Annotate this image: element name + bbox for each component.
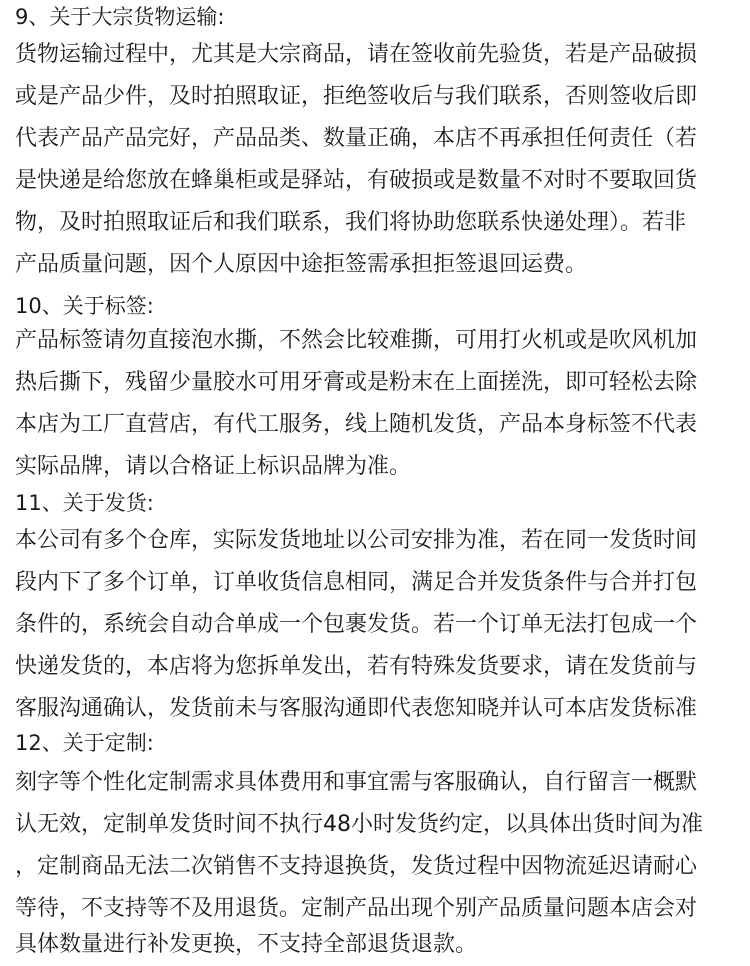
section-12-line-3: ，定制商品无法二次销售不支持退换货，发货过程中因物流延迟请耐心 xyxy=(15,854,698,879)
section-10-line-3: 本店为工厂直营店，有代工服务，线上随机发货，产品本身标签不代表 xyxy=(15,412,698,437)
section-11-line-2: 段内下了多个订单，订单收货信息相同，满足合并发货条件与合并打包 xyxy=(15,570,698,595)
section-12-line-1: 刻字等个性化定制需求具体费用和事宜需与客服确认，自行留言一概默 xyxy=(15,770,698,795)
section-12-heading: 12、关于定制: xyxy=(15,731,154,755)
section-9-line-1: 货物运输过程中，尤其是大宗商品，请在签收前先验货，若是产品破损 xyxy=(15,42,698,67)
section-9-line-6: 产品质量问题，因个人原因中途拒签需承担拒签退回运费。 xyxy=(15,252,588,277)
section-10-line-1: 产品标签请勿直接泡水撕，不然会比较难撕，可用打火机或是吹风机加 xyxy=(15,328,698,353)
section-11-line-1: 本公司有多个仓库，实际发货地址以公司安排为准，若在同一发货时间 xyxy=(15,528,698,553)
section-9-line-4: 是快递是给您放在蜂巢柜或是驿站，有破损或是数量不对时不要取回货 xyxy=(15,168,698,193)
section-12-line-2: 认无效，定制单发货时间不执行48小时发货约定，以具体出货时间为准 xyxy=(15,812,703,837)
section-9-line-5: 物，及时拍照取证后和我们联系，我们将协助您联系快递处理）。若非 xyxy=(15,210,687,235)
section-10-line-2: 热后撕下，残留少量胶水可用牙膏或是粉末在上面搓洗，即可轻松去除 xyxy=(15,370,698,395)
section-9-line-3: 代表产品产品完好，产品品类、数量正确，本店不再承担任何责任（若 xyxy=(15,126,698,151)
section-12-line-4: 等待，不支持等不及用退货。定制产品出现个别产品质量问题本店会对 xyxy=(15,896,698,921)
section-9-line-2: 或是产品少件，及时拍照取证，拒绝签收后与我们联系，否则签收后即 xyxy=(15,84,698,109)
section-11-line-4: 快递发货的，本店将为您拆单发出，若有特殊发货要求，请在发货前与 xyxy=(15,654,698,679)
section-10-line-4: 实际品牌，请以合格证上标识品牌为准。 xyxy=(15,454,412,479)
section-11-heading: 11、关于发货: xyxy=(15,491,154,515)
section-10-heading: 10、关于标签: xyxy=(15,294,154,318)
section-9-heading: 9、关于大宗货物运输: xyxy=(15,5,225,29)
section-11-line-3: 条件的，系统会自动合单成一个包裹发货。若一个订单无法打包成一个 xyxy=(15,612,698,637)
section-11-line-5: 客服沟通确认，发货前未与客服沟通即代表您知晓并认可本店发货标准 xyxy=(15,696,698,721)
section-12-line-5: 具体数量进行补发更换，不支持全部退货退款。 xyxy=(15,932,478,957)
